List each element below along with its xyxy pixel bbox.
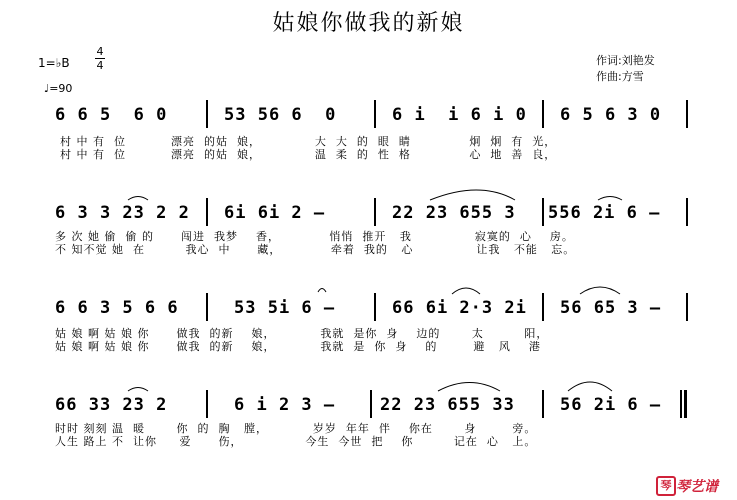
slur (128, 388, 148, 392)
line2-lyrics-verse2: 不 知不觉 她 在 我心 中 藏， 牵着 我的 心 让我 不能 忘。 (55, 243, 576, 256)
time-signature-bottom: 4 (96, 59, 104, 72)
site-watermark: 琴艺谱 (676, 479, 718, 495)
line3-measure3: 66 6i 2·3 2i (392, 298, 527, 318)
slur (318, 289, 326, 293)
line2-measure2: 6i 6i 2 – (224, 203, 326, 223)
line3-measure4: 56 65 3 – (560, 298, 662, 318)
line2-measure3: 22 23 655 3 (392, 203, 516, 223)
line2-measure4: 556 2i 6 – (548, 203, 661, 223)
slur (580, 287, 620, 294)
line1-measure1: 6 6 5 6 0 (55, 105, 168, 125)
line1-measure4: 6 5 6 3 0 (560, 105, 662, 125)
line4-measure2: 6 i 2 3 – (234, 395, 336, 415)
line3-lyrics-verse1: 姑 娘 啊 姑 娘 你 做我 的新 娘， 我就 是你 身 边的 太 阳， (55, 327, 549, 340)
key-signature: 1=♭B (38, 56, 70, 70)
slur (438, 383, 500, 392)
line1-measure3: 6 i i 6 i 0 (392, 105, 527, 125)
composer-credit: 作曲:方雪 (596, 70, 644, 83)
line3-measure2: 53 5i 6 – (234, 298, 336, 318)
line4-measure4: 56 2i 6 – (560, 395, 662, 415)
line4-measure3: 22 23 655 33 (380, 395, 515, 415)
line1-lyrics-verse1: 村 中 有 位 漂亮 的姑 娘， 大 大 的 眼 睛 炯 炯 有 光， (60, 135, 557, 148)
line4-lyrics-verse1: 时时 刻刻 温 暖 你 的 胸 膛， 岁岁 年年 伴 你在 身 旁。 (55, 422, 537, 435)
line4-measure1: 66 33 23 2 (55, 395, 168, 415)
slur (568, 382, 612, 391)
song-title: 姑娘你做我的新娘 (272, 11, 465, 36)
line3-lyrics-verse2: 姑 娘 啊 姑 娘 你 做我 的新 娘， 我就 是 你 身 的 避 风 港 (55, 340, 541, 353)
slur (128, 197, 148, 201)
slur (598, 197, 622, 201)
line1-measure2: 53 56 6 0 (224, 105, 337, 125)
tempo-marking: ♩=90 (44, 82, 73, 95)
slur (430, 190, 515, 200)
lyricist-credit: 作词:刘艳发 (596, 54, 655, 67)
slur (452, 288, 480, 294)
time-signature-top: 4 (96, 45, 104, 58)
site-logo-icon: 琴 (656, 476, 676, 496)
line3-measure1: 6 6 3 5 6 6 (55, 298, 179, 318)
line2-measure1: 6 3 3 23 2 2 (55, 203, 190, 223)
line1-lyrics-verse2: 村 中 有 位 漂亮 的姑 娘， 温 柔 的 性 格 心 地 善 良， (60, 148, 557, 161)
line4-lyrics-verse2: 人生 路上 不 让你 爱 伤， 今生 今世 把 你 记在 心 上。 (55, 435, 537, 448)
line2-lyrics-verse1: 多 次 她 偷 偷 的 闯进 我梦 香， 悄悄 推开 我 寂寞的 心 房。 (55, 230, 574, 243)
